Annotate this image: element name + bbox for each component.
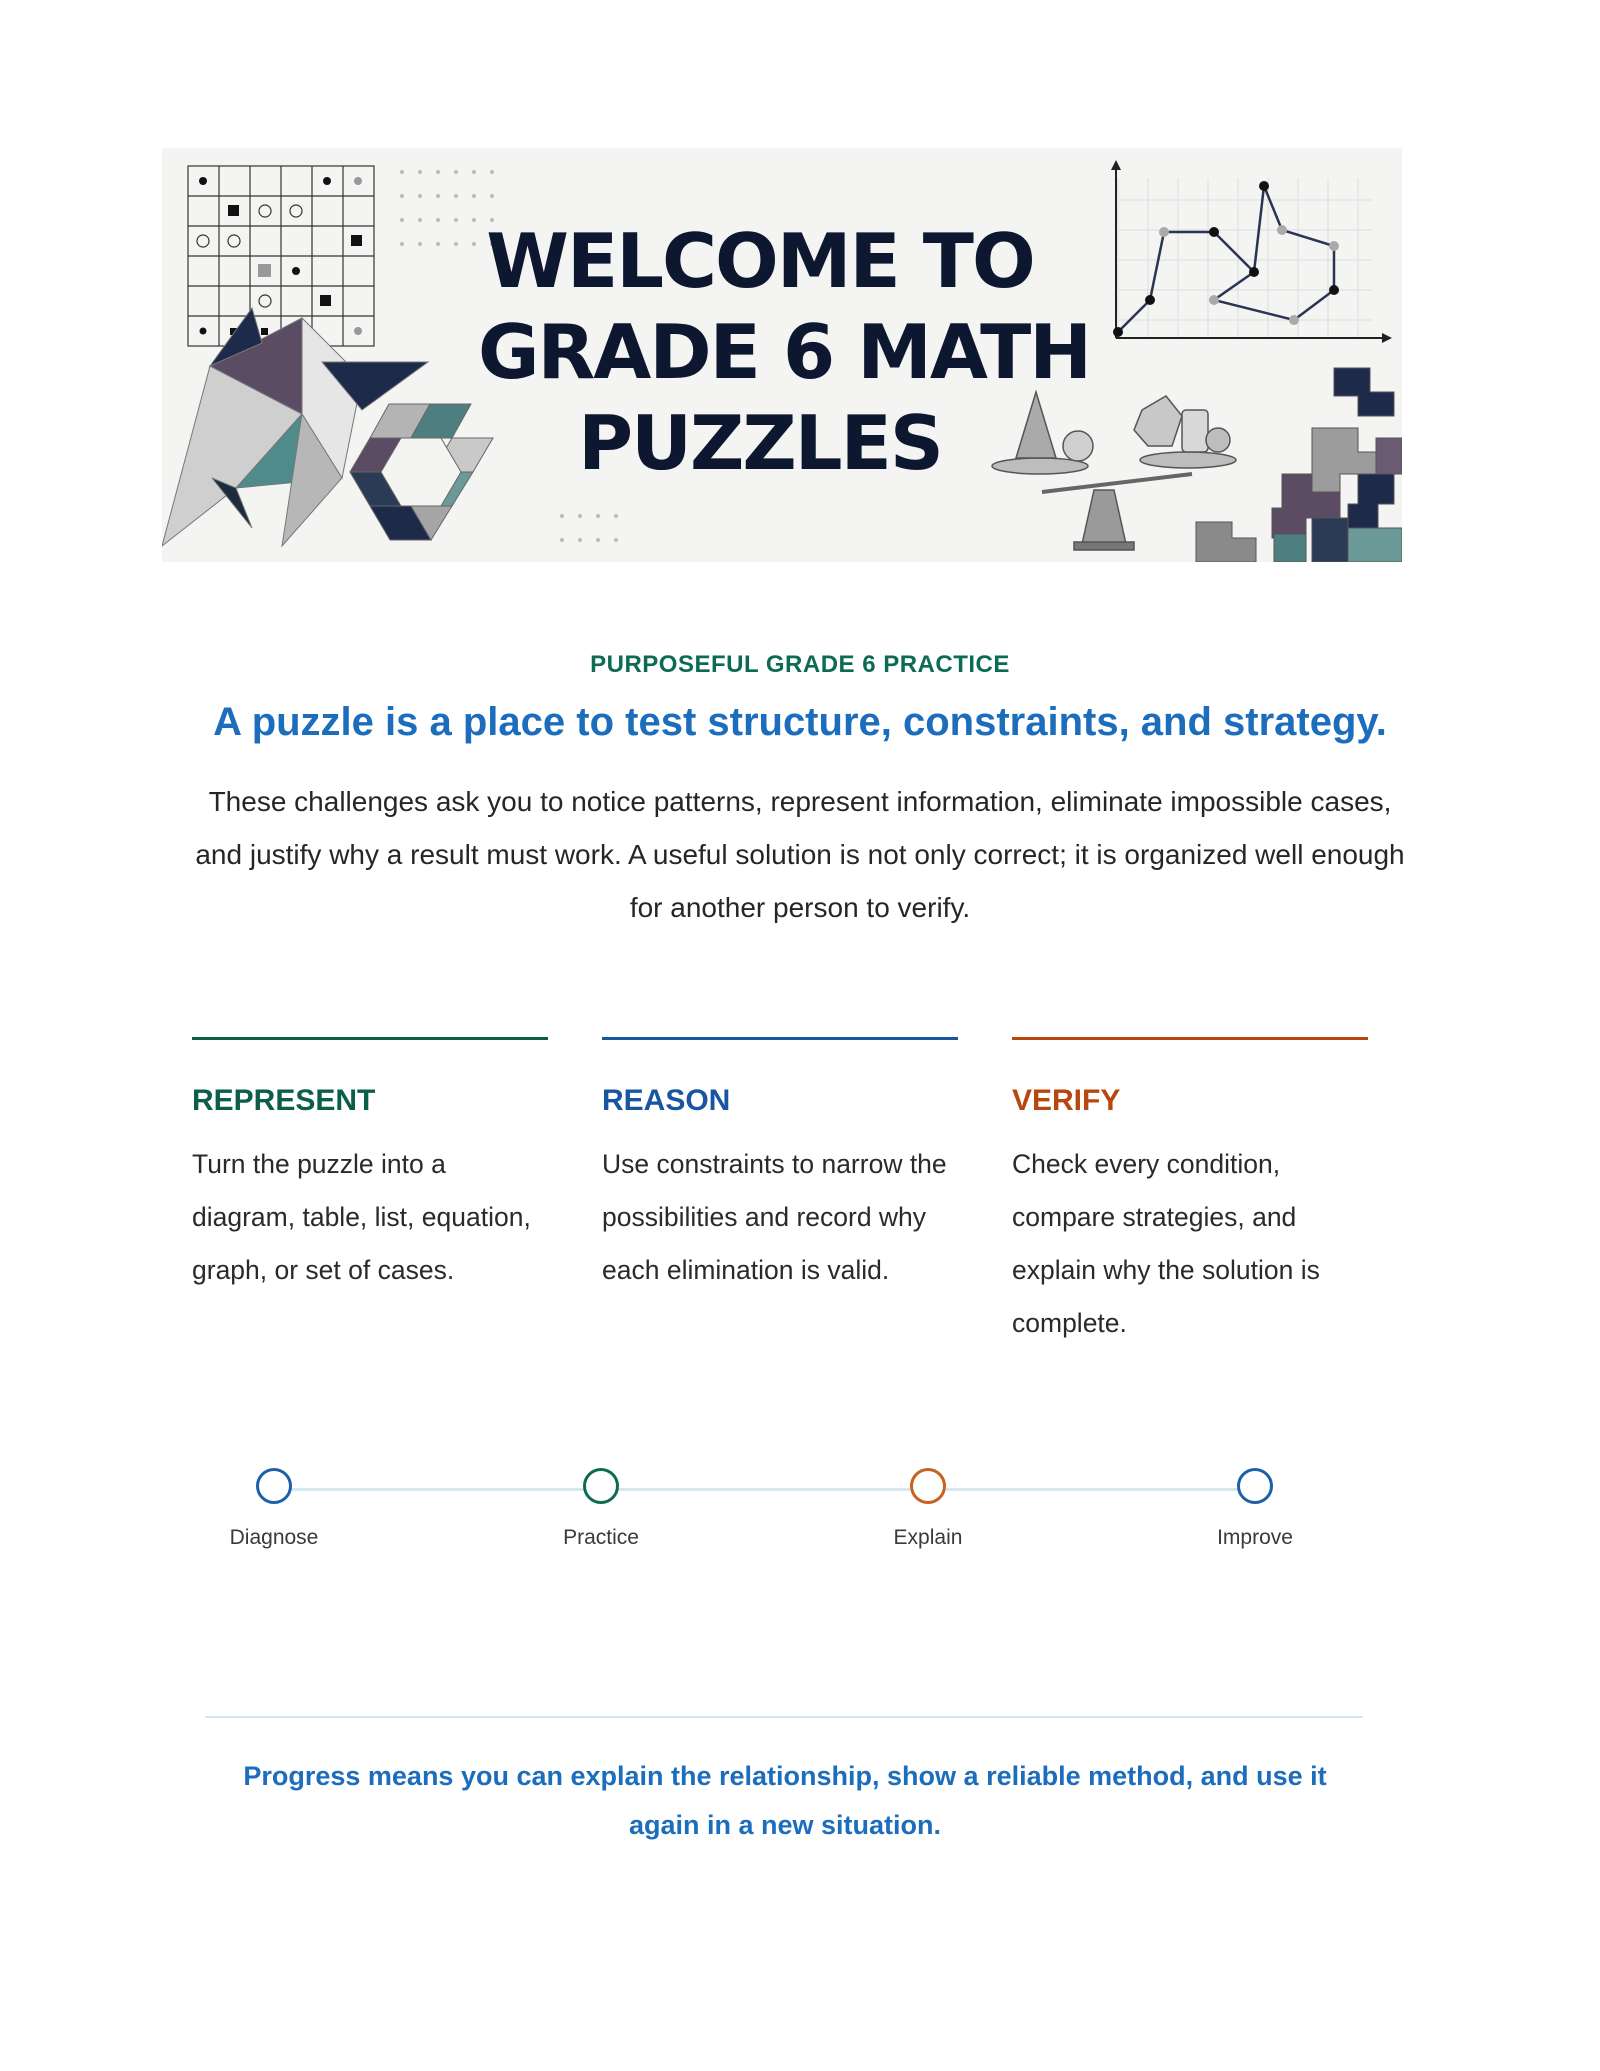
timeline-node: [1237, 1468, 1273, 1504]
line-graph-icon: [1111, 160, 1392, 343]
column-title: REASON: [602, 1084, 731, 1117]
column-body: Check every condition, compare strategies, and explain why the solution is complete.: [1012, 1149, 1320, 1338]
intro-paragraph: These challenges ask you to notice patterns, represent information, eliminate impossible cases, and justify why a result must work. A useful solution is not only correct; it is organized well enough for another person to verify.: [195, 786, 1405, 923]
timeline-step-practice: [501, 1468, 701, 1550]
timeline-track: [274, 1488, 1254, 1491]
column-body: Use constraints to narrow the possibilities and record why each elimination is valid.: [602, 1149, 947, 1285]
footer-divider: [205, 1716, 1363, 1718]
timeline-step-explain: [828, 1468, 1028, 1550]
hero-banner: [162, 148, 1402, 562]
timeline-step-diagnose: [174, 1468, 374, 1550]
banner-title: [478, 216, 1091, 489]
timeline-node: [910, 1468, 946, 1504]
section-eyebrow: PURPOSEFUL GRADE 6 PRACTICE: [590, 651, 1010, 678]
hexagon-icon: [350, 404, 493, 540]
timeline-label: Improve: [1217, 1526, 1293, 1549]
logic-grid-icon: [188, 166, 374, 346]
column-reason: [602, 1037, 958, 1297]
timeline-label: Diagnose: [229, 1526, 319, 1549]
banner-title-line: PUZZLES: [578, 399, 942, 487]
banner-title-line: GRADE 6 MATH: [478, 308, 1091, 396]
timeline-label: Practice: [563, 1526, 639, 1549]
column-represent: [192, 1037, 548, 1297]
column-body: Turn the puzzle into a diagram, table, list, equation, graph, or set of cases.: [192, 1149, 531, 1285]
column-rule: [602, 1037, 958, 1040]
column-rule: [192, 1037, 548, 1040]
banner-title-line: WELCOME TO: [486, 217, 1034, 305]
page-headline: A puzzle is a place to test structure, constraints, and strategy.: [213, 700, 1387, 744]
column-title: REPRESENT: [192, 1084, 376, 1117]
timeline-node: [256, 1468, 292, 1504]
timeline-step-improve: [1155, 1468, 1355, 1550]
column-verify: [1012, 1037, 1368, 1350]
process-timeline: [0, 1460, 1600, 1580]
column-rule: [1012, 1037, 1368, 1040]
timeline-label: Explain: [893, 1526, 963, 1549]
timeline-node: [583, 1468, 619, 1504]
column-title: VERIFY: [1012, 1084, 1121, 1117]
footer-quote: Progress means you can explain the relationship, show a reliable method, and use it again in a new situation.: [243, 1761, 1327, 1840]
